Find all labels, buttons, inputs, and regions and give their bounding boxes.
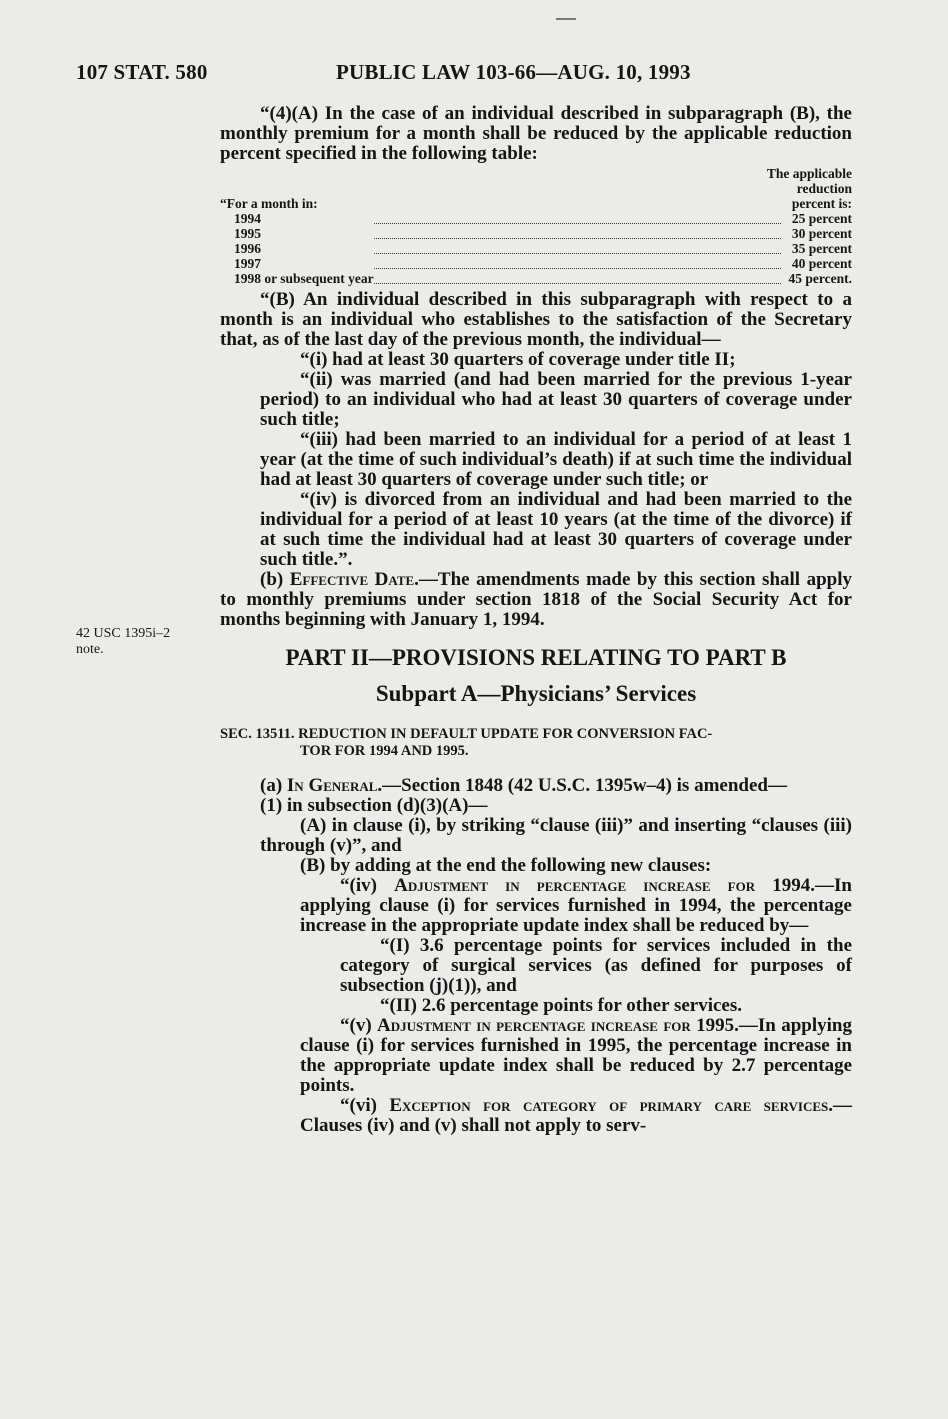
- table-row: [220, 256, 852, 271]
- table-row-percent: 30 percent: [791, 226, 852, 241]
- running-header: PUBLIC LAW 103-66—AUG. 10, 1993: [336, 60, 691, 84]
- table-row: [220, 241, 852, 256]
- dot-leader: [374, 273, 781, 284]
- dot-leader: [374, 213, 781, 224]
- item-1-b: (B) by adding at the end the following new clauses:: [300, 855, 712, 876]
- subsection-a-prefix: (a): [260, 775, 287, 796]
- stat-page-number: 107 STAT. 580: [76, 60, 208, 84]
- section-heading-line-1: SEC. 13511. REDUCTION IN DEFAULT UPDATE FOR CONVERSION FAC-: [220, 726, 713, 742]
- clause-ii: “(ii) was married (and had been married for the previous 1-year period) to an individual who had at least 30 quarters of coverage under such title;: [260, 369, 852, 430]
- table-head-applicable: The applicable: [766, 166, 852, 181]
- clause-iv-divorced: “(iv) is divorced from an individual and had been married to the individual for a period of at least 10 years (at the time of the divorce) if at such time the individual had at least 30 quarters of coverage under such title.”.: [260, 489, 852, 570]
- table-row: [220, 271, 852, 286]
- clause-vi-text: —Clauses (iv) and (v) shall not apply to serv-: [300, 1095, 852, 1136]
- table-row-year: 1998 or subsequent year: [234, 271, 374, 286]
- table-row-percent: 45 percent.: [788, 271, 852, 286]
- table-head-percent: percent is:: [791, 196, 852, 211]
- item-1: (1) in subsection (d)(3)(A)—: [260, 795, 488, 816]
- table-row-leader: [374, 241, 781, 256]
- new-clause-v: [300, 1016, 852, 1096]
- table-head-reduction: reduction: [796, 181, 852, 196]
- new-clause-vi: [300, 1096, 852, 1136]
- table-row-year: 1995: [234, 226, 261, 241]
- table-header-row-2: [220, 181, 852, 196]
- table-row-year: 1997: [234, 256, 261, 271]
- dot-leader: [374, 228, 781, 239]
- table-row-year: 1996: [234, 241, 261, 256]
- dot-leader: [374, 243, 781, 254]
- clause-iv-heading: Adjustment in percentage increase for 1994.: [394, 875, 816, 896]
- scan-mark: [556, 18, 576, 20]
- clause-iii: “(iii) had been married to an individual for a period of at least 1 year (at the time of such individual’s death) if at such time the individual had at least 30 quarters of coverage under such title; or: [260, 429, 852, 490]
- margin-note: [76, 626, 170, 658]
- margin-note-line-1: 42 USC 1395i–2: [76, 626, 171, 641]
- clause-iv-text: —In applying clause (i) for services furnished in 1994, the percentage increase in the appropriate update index shall be reduced by—: [300, 875, 852, 936]
- table-row-year: 1994: [234, 211, 261, 226]
- table-row: [220, 226, 852, 241]
- table-row-percent: 40 percent: [791, 256, 852, 271]
- margin-note-line-2: note.: [76, 642, 104, 657]
- paragraph-4b: “(B) An individual described in this subparagraph with respect to a month is an individual who establishes to the satisfaction of the Secretary that, as of the last day of the previous month, the individual—: [220, 289, 852, 350]
- effective-date-heading: Effective Date.: [289, 569, 419, 590]
- clause-v-prefix: “(v): [340, 1015, 378, 1036]
- item-1-subitems: [220, 816, 852, 1136]
- subsection-a: [220, 776, 852, 796]
- effective-date-text: —The amendments made by this section shall apply to monthly premiums under section 1818 of the Social Security Act for months beginning with January 1, 1994.: [220, 569, 852, 630]
- subsection-a-text: —Section 1848 (42 U.S.C. 1395w–4) is amended—: [382, 775, 787, 796]
- table-row-leader: [374, 226, 781, 241]
- table-row-percent: 25 percent: [791, 211, 852, 226]
- clause-vi-heading: Exception for category of primary care services.: [389, 1095, 833, 1116]
- clause-list: [220, 350, 852, 570]
- clause-iv-prefix: “(iv): [340, 875, 395, 896]
- subclause-I: “(I) 3.6 percentage points for services included in the category of surgical services (as defined for purposes of subsection (j)(1)), and: [340, 935, 852, 996]
- in-general-heading: In General.: [286, 775, 383, 796]
- table-row-leader: [374, 256, 781, 271]
- table-row-leader: [374, 271, 781, 286]
- clause-vi-prefix: “(vi): [340, 1095, 390, 1116]
- new-clauses: [260, 876, 852, 1136]
- table-row-percent: 35 percent: [791, 241, 852, 256]
- table-row: [220, 211, 852, 226]
- clause-iv-subclauses: [300, 936, 852, 1016]
- dot-leader: [374, 258, 781, 269]
- subsection-b-prefix: (b): [260, 569, 290, 590]
- clause-v-heading: Adjustment in percentage increase for 1995.: [377, 1015, 739, 1036]
- table-head-month: “For a month in:: [220, 196, 318, 211]
- subpart-title: Subpart A—Physicians’ Services: [375, 681, 697, 706]
- reduction-table: [220, 166, 852, 286]
- part-title: PART II—PROVISIONS RELATING TO PART B: [285, 645, 787, 670]
- table-row-leader: [374, 211, 781, 226]
- section-heading: [220, 726, 852, 760]
- clause-v-text: —In applying clause (i) for services furnished in 1995, the percentage increase in the appropriate update index shall be reduced by 2.7 percentage points.: [300, 1015, 852, 1096]
- table-header-row-1: [220, 166, 852, 181]
- paragraph-4a: “(4)(A) In the case of an individual described in subparagraph (B), the monthly premium for a month shall be reduced by the applicable reduction percent specified in the following table:: [220, 103, 852, 164]
- section-heading-line-2: TOR FOR 1994 AND 1995.: [300, 743, 469, 759]
- subclause-II: “(II) 2.6 percentage points for other services.: [380, 995, 742, 1016]
- new-clause-iv: [300, 876, 852, 936]
- clause-i: “(i) had at least 30 quarters of coverage under title II;: [300, 349, 736, 370]
- subsection-b-effective-date: [220, 570, 852, 630]
- item-1-a: (A) in clause (i), by striking “clause (iii)” and inserting “clauses (iii) through (v)”, and: [260, 815, 852, 856]
- statute-body: [220, 104, 852, 1136]
- table-header-row-3: [220, 196, 852, 211]
